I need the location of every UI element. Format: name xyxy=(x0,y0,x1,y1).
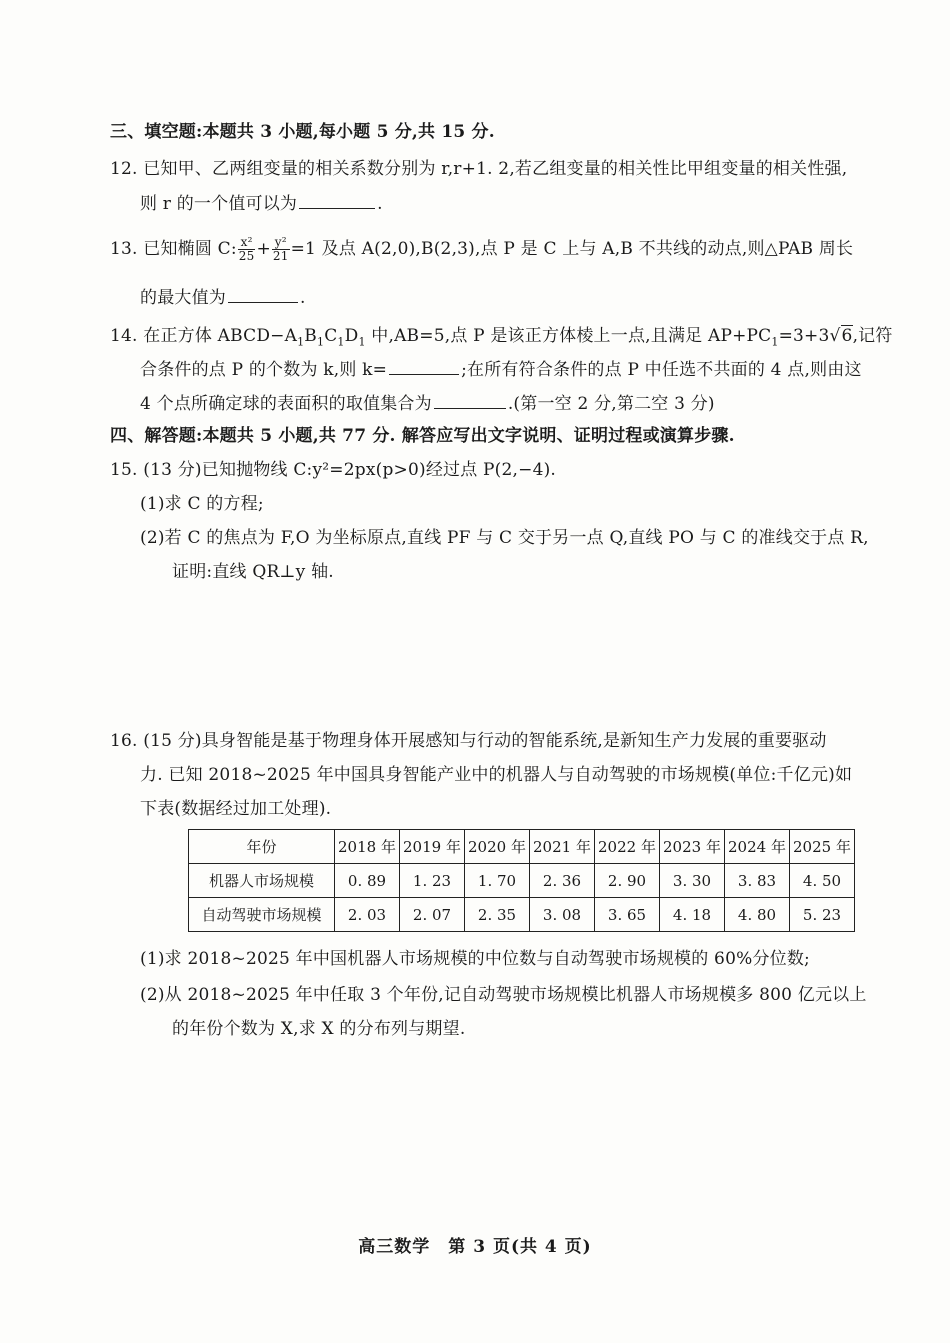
q16-line1: 16. (15 分)具身智能是基于物理身体开展感知与行动的智能系统,是新知生产力发展的重要驱动 xyxy=(110,731,827,751)
q16-line3: 下表(数据经过加工处理). xyxy=(140,799,332,819)
table-cell: 2. 36 xyxy=(530,864,595,898)
section3-heading: 三、填空题:本题共 3 小题,每小题 5 分,共 15 分. xyxy=(110,122,495,142)
table-row-label: 机器人市场规模 xyxy=(189,864,335,898)
table-row xyxy=(189,864,855,898)
table-year: 2023 年 xyxy=(660,830,725,864)
q13-x-fraction xyxy=(238,236,256,263)
q14-line2a: 合条件的点 P 的个数为 k,则 k= xyxy=(140,360,388,380)
q14-line1c: =3+3 xyxy=(778,326,830,346)
table-year: 2018 年 xyxy=(335,830,400,864)
q15-line1: 15. (13 分)已知抛物线 C:y²=2px(p>0)经过点 P(2,−4). xyxy=(110,460,557,480)
q14-line1: 14. 在正方体 $ABCD-A_1B_1C_1D_1$ 中,AB=5,点 P 是该正方体棱上一点,且满足 $AP+PC_1=3+3√6$,记符 xyxy=(110,326,893,349)
q14-sub4: 1 xyxy=(358,335,366,349)
q14-line3 xyxy=(140,390,715,416)
q14-sub5: 1 xyxy=(771,335,779,349)
table-year: 2019 年 xyxy=(400,830,465,864)
q14-d: D xyxy=(344,326,359,346)
q13-prefix: 13. 已知椭圆 C: xyxy=(110,239,237,259)
table-cell: 2. 03 xyxy=(335,898,400,932)
q14-line2 xyxy=(140,356,862,382)
q13-line2-text: 的最大值为 xyxy=(140,288,226,308)
q12-line1: 12. 已知甲、乙两组变量的相关系数分别为 r,r+1. 2,若乙组变量的相关性比甲组变量的相关性强, xyxy=(110,159,848,179)
q16-part2-line2: 的年份个数为 X,求 X 的分布列与期望. xyxy=(172,1019,466,1039)
table-year: 2021 年 xyxy=(530,830,595,864)
table-cell: 3. 65 xyxy=(595,898,660,932)
q15-part2-line1: (2)若 C 的焦点为 F,O 为坐标原点,直线 PF 与 C 交于另一点 Q,直线 PO 与 C 的准线交于点 R, xyxy=(140,528,869,548)
table-year: 2024 年 xyxy=(725,830,790,864)
q14-sqrt-value: 6 xyxy=(841,326,853,346)
q13-line1: 13. 已知椭圆 C: $\frac{\text{x²}}{25}$ + $\frac{\text{y²}}{21}$ =1 及点 A(2,0),B(2,3),点 P 是 C 上与 A,B 不共线的动点,则△PAB 周长 xyxy=(110,235,854,263)
q14-line1b: 中,AB=5,点 P 是该正方体棱上一点,且满足 AP+PC xyxy=(365,326,772,346)
section4-heading: 四、解答题:本题共 5 小题,共 77 分. 解答应写出文字说明、证明过程或演算步骤. xyxy=(110,426,735,446)
q14-sub1: 1 xyxy=(297,335,305,349)
table-row xyxy=(189,898,855,932)
table-cell: 1. 23 xyxy=(400,864,465,898)
q14-line3b: .(第一空 2 分,第二空 3 分) xyxy=(507,394,715,414)
q14-line2b: ;在所有符合条件的点 P 中任选不共面的 4 点,则由这 xyxy=(461,360,862,380)
q14-sub3: 1 xyxy=(337,335,345,349)
table-cell: 2. 90 xyxy=(595,864,660,898)
table-cell: 4. 18 xyxy=(660,898,725,932)
table-header-row xyxy=(189,830,855,864)
q13-y-num: y² xyxy=(272,236,290,250)
q14-answer-blank-1[interactable] xyxy=(389,356,459,375)
table-cell: 5. 23 xyxy=(790,898,855,932)
q13-x-num: x² xyxy=(238,236,256,250)
q14-answer-blank-2[interactable] xyxy=(434,390,506,409)
q13-y-den: 21 xyxy=(272,249,289,263)
table-year: 2022 年 xyxy=(595,830,660,864)
table-cell: 0. 89 xyxy=(335,864,400,898)
q13-suffix: =1 及点 A(2,0),B(2,3),点 P 是 C 上与 A,B 不共线的动点,则△PAB 周长 xyxy=(290,239,854,259)
q16-line2: 力. 已知 2018~2025 年中国具身智能产业中的机器人与自动驾驶的市场规模(单位:千亿元)如 xyxy=(140,765,853,785)
q14-line3a: 4 个点所确定球的表面积的取值集合为 xyxy=(140,394,432,414)
q12-line2-text: 则 r 的一个值可以为 xyxy=(140,194,298,214)
q15-part1: (1)求 C 的方程; xyxy=(140,494,264,514)
table-year: 2020 年 xyxy=(465,830,530,864)
q12-line2: 则 r 的一个值可以为 . xyxy=(140,190,383,216)
market-size-table xyxy=(188,829,855,932)
table-cell: 2. 07 xyxy=(400,898,465,932)
q14-sub2: 1 xyxy=(317,335,325,349)
q12-answer-blank[interactable] xyxy=(299,190,375,209)
q14-b: B xyxy=(304,326,317,346)
q14-line1d: ,记符 xyxy=(852,326,893,346)
q13-y-fraction xyxy=(272,236,290,263)
table-year: 2025 年 xyxy=(790,830,855,864)
q16-part2-line1: (2)从 2018~2025 年中任取 3 个年份,记自动驾驶市场规模比机器人市场规模多 800 亿元以上 xyxy=(140,985,867,1005)
q16-part1: (1)求 2018~2025 年中国机器人市场规模的中位数与自动驾驶市场规模的 60%分位数; xyxy=(140,949,810,969)
table-row-label: 自动驾驶市场规模 xyxy=(189,898,335,932)
q13-line2: 的最大值为 . xyxy=(140,284,306,310)
table-cell: 3. 83 xyxy=(725,864,790,898)
page-footer: 高三数学 第 3 页(共 4 页) xyxy=(358,1237,592,1257)
table-cell: 3. 30 xyxy=(660,864,725,898)
q14-line1a: 14. 在正方体 ABCD−A xyxy=(110,326,298,346)
q14-c: C xyxy=(324,326,338,346)
table-cell: 2. 35 xyxy=(465,898,530,932)
table-cell: 4. 80 xyxy=(725,898,790,932)
q13-x-den: 25 xyxy=(238,249,255,263)
table-header-label: 年份 xyxy=(189,830,335,864)
table-cell: 3. 08 xyxy=(530,898,595,932)
table-cell: 1. 70 xyxy=(465,864,530,898)
table-cell: 4. 50 xyxy=(790,864,855,898)
q15-part2-line2: 证明:直线 QR⊥y 轴. xyxy=(172,562,334,582)
q13-answer-blank[interactable] xyxy=(228,284,298,303)
